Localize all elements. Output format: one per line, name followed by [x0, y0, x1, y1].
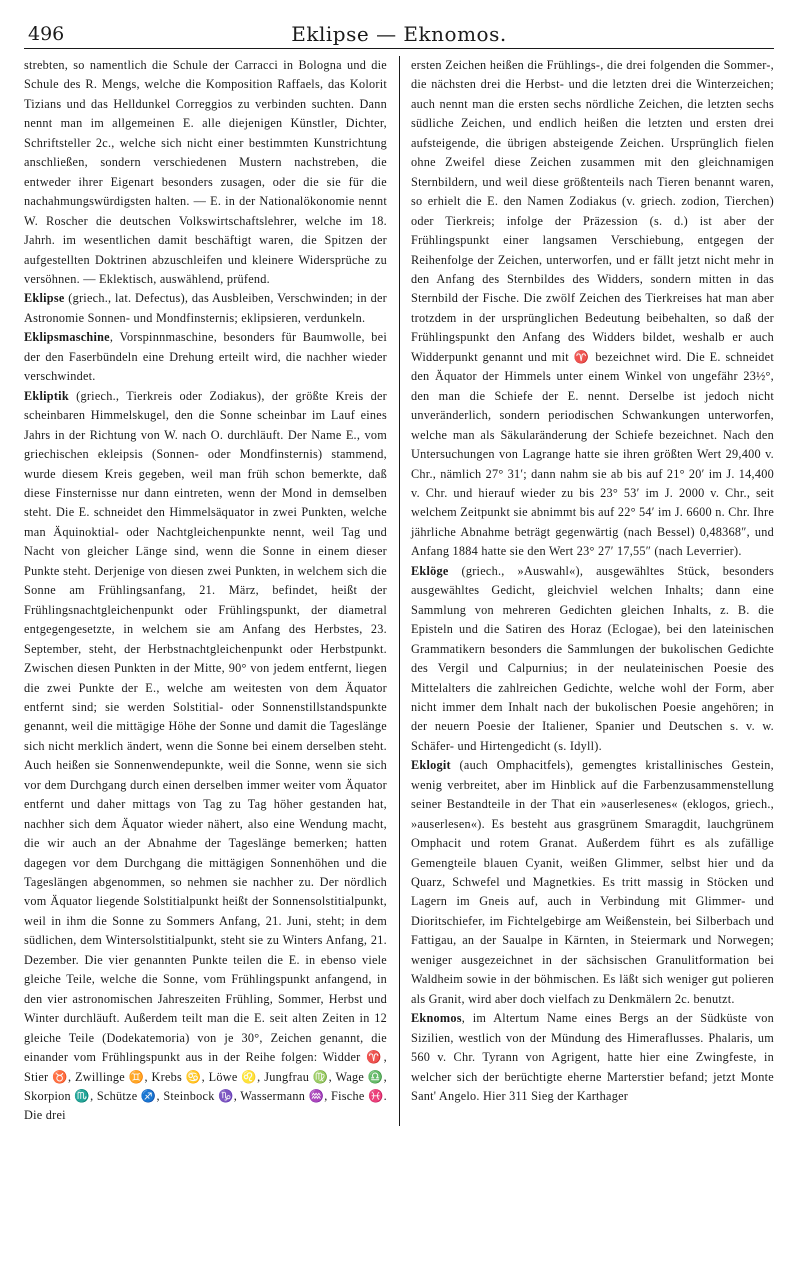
entry-eklipse: Eklipse (griech., lat. Defectus), das Ausbleiben, Verschwinden; in der Astronomie Sonnen- und Mondfinsternis; eklipsieren, verdunkeln.: [24, 291, 387, 325]
headword: Eklipsmaschine: [24, 330, 110, 345]
headword: Eklipse: [24, 291, 65, 306]
entry-ekliptik: Ekliptik (griech., Tierkreis oder Zodiakus), der größte Kreis der scheinbaren Himmelskugel, den die Sonne scheinbar im Lauf eines Jahrs in der Richtung von W. nach O. durchläuft. Der Name E., vom griechischen ekleipsis (Sonnen- oder Mondfinsternis) stammend, wurde diesem Kreis gegeben, weil man früh schon bemerkte, daß diese Finsternisse nur dann eintreten, wenn der Mond in demselben steht. Die E. schneidet den Himmelsäquator in zwei Punkten, welche man Äquinoktial- oder Nachtgleichenpunkte nennt, weil Tag und Nacht von gleicher Länge sind, wenn die Sonne in einem dieser Punkte steht. Derjenige von diesen zwei Punkten, in welchem sich die Sonne am Frühlingsanfang, 21. März, befindet, heißt der Frühlingsnachtgleichenpunkt oder Frühlingspunkt, der diametral entgegengesetzte, in welchem sie am Anfang des Herbstes, 23. September, steht, der Herbstnachtgleichenpunkt oder Herbstpunkt. Zwischen diesen Punkten in der Mitte, 90° von jedem entfernt, liegen die zwei Punkte der E., welche am weitesten von dem Äquator entfernt sind; sie werden Solstitial- oder Sonnenstillstandspunkte genannt, weil die mittägige Höhe der Sonne und damit die Tageslänge sich nicht merklich ändert, wenn die Sonne bei einem derselben steht. Auch heißen sie Sonnenwendepunkte, weil die Sonne, wenn sie sich vor dem Durchgang durch einen derselben immer weiter vom Äquator entfernt und daher mittags von Tag zu Tag höher gestanden hat, nachher sich dem Äquator wieder nähert, also eine Wendung macht, die wir auch an der Abnahme der Tageslänge bemerken; hatten dagegen vor dem Durchgang die mittägigen Sonnenhöhen und die Tageslängen abgenommen, so nehmen sie nachher zu. Der nördlich vom Äquator liegende Solstitialpunkt heißt der Sonnensolstitialpunkt, weil in ihm die Sonne zu Sommers Anfang, 21. Juni, steht; in dem südlichen, dem Wintersolstitialpunkt, steht sie zu Winters Anfang, 21. Dezember. Die vier genannten Punkte teilen die E. in ebenso viele gleiche Teile, welche die Sonne, vom Frühlingspunkt anfangend, in den vier astronomischen Jahreszeiten Frühling, Sommer, Herbst und Winter durchläuft. Außerdem teilt man die E. seit alten Zeiten in 12 gleiche Teile (Dodekatemoria) von je 30°, Zeichen genannt, die einander vom Frühlingspunkt aus in der Reihe folgen: Widder ♈, Stier ♉, Zwillinge ♊, Krebs ♋, Löwe ♌, Jungfrau ♍, Wage ♎, Skorpion ♏, Schütze ♐, Steinbock ♑, Wassermann ♒, Fische ♓. Die drei: [24, 388, 387, 1123]
entry-eklogit: Eklogit (auch Omphacitfels), gemengtes kristallinisches Gestein, wenig verbreitet, aber im Hinblick auf die Farbenzusammenstellung seiner Bestandteile in der That ein »auserlesenes« (eklogos, griech., »auserlesen«). Es besteht aus grasgrünem Smaragdit, lauchgrünem Omphacit und rotem Granat. Außerdem führt es als zufällige Gemengteile blauen Cyanit, weißen Glimmer, selbst hier und da Quarz, Schwefel und Magnetkies. Es tritt massig in Stöcken und Lagern im Gneis auf, auch in Verbindung mit Glimmer- und Dioritschiefer, im Fichtelgebirge am Weißenstein, bei Silberbach und Fattigau, an der Saualpe in Kärnten, in Steiermark und Norwegen; weniger ausgezeichnet in der sächsischen Granulitformation bei Waldheim sowie in der böhmischen. Es läßt sich weniger gut polieren als Granit, wird aber doch vielfach zu Denkmälern 2c. benutzt.: [411, 758, 774, 1006]
entry-eklektiker-continued: strebten, so namentlich die Schule der Carracci in Bologna und die Schule des R. Mengs, welche die Komposition Raffaels, das Kolorit Tizians und das Helldunkel Correggios zu verbinden suchten. Dann nennt man im allgemeinen E. alle diejenigen Künstler, Dichter, Schriftsteller 2c., welche sich nicht einer bestimmten Kunstrichtung anschließen, sondern verschiedenen Mustern nachstreben, die entweder ihrer Eigenart besonders zusagen, oder die sie für die nachahmungswürdigsten halten. — E. in der Nationalökonomie nennt W. Roscher die deutschen Volkswirtschaftslehrer, welche im 18. Jahrh. im wesentlichen damit beschäftigt waren, die Spitzen der aufgestellten Doktrinen abzuschleifen und kleinere Widersprüche zu versöhnen. — Eklektisch, auswählend, prüfend.: [24, 58, 387, 286]
entry-eknomos: Eknomos, im Altertum Name eines Bergs an der Südküste von Sizilien, westlich von der Mündung des Himeraflusses. Phalaris, um 560 v. Chr. Tyrann von Agrigent, hatte hier eine Zwingfeste, in welcher sich der berüchtigte eherne Marterstier befand; jetzt Monte Sant' Angelo. Hier 311 Sieg der Karthager: [411, 1011, 774, 1104]
left-column: [24, 56, 387, 1126]
entry-eklipsmaschine: Eklipsmaschine, Vorspinnmaschine, besonders für Baumwolle, bei der den Faserbündeln eine Drehung erteilt wird, die nachher wieder verschwindet.: [24, 330, 387, 384]
column-divider: [399, 56, 400, 1126]
entry-ekliptik-continued: ersten Zeichen heißen die Frühlings-, die drei folgenden die Sommer-, die nächsten drei die Herbst- und die letzten drei die Winterzeichen; auch nennt man die ersten sechs nördliche Zeichen, die letzten sechs südliche Zeichen, und endlich heißen die letzten und ersten drei aufsteigende, die übrigen absteigende Zeichen. Ursprünglich fielen ohne Zweifel diese Zeichen zusammen mit den gleichnamigen Sternbildern, und weil diese größtenteils nach Tieren benannt waren, so erhielt die E. den Namen Zodiakus (v. griech. zodion, Tierchen) oder Tierkreis; infolge der Präzession (s. d.) ist aber der Frühlingspunkt einer langsamen Verschiebung, entgegen der Reihenfolge der Zeichen, unterworfen, und er fällt jetzt nicht mehr in den Anfang des Sternbildes des Widders, sondern mitten in das Sternbild der Fische. Die zwölf Zeichen des Tierkreises hat man aber trotzdem in der ursprünglichen Bedeutung beibehalten, so daß der Frühlingspunkt den Anfang des Widders bildet, weshalb er auch Widderpunkt genannt und mit ♈ bezeichnet wird. Die E. schneidet den Äquator der Himmels unter einem Winkel von ungefähr 23½°, den man die Schiefe der E. nennt. Derselbe ist jedoch nicht unveränderlich, sondern periodischen Schwankungen unterworfen, welche man als Säkularänderung der Schiefe bezeichnet. Nach den Untersuchungen von Lagrange hatte sie ihren größten Wert 29,400 v. Chr., nämlich 27° 31′; dann nahm sie ab bis auf 21° 20′ im J. 14,400 v. Chr. und hierauf wieder zu bis 23° 53′ im J. 2000 v. Chr., seit welchem Zeitpunkt sie abnimmt bis auf 22° 54′ im J. 6600 n. Chr. Ihre jährliche Abnahme beträgt gegenwärtig (nach Bessel) 0,48368″, und Anfang 1884 hatte sie den Wert 23° 27′ 17,55″ (nach Leverrier).: [411, 58, 775, 559]
headword: Eklogit: [411, 758, 451, 773]
text-columns: [24, 56, 774, 1126]
headword: Ekliptik: [24, 388, 69, 403]
page-number: 496: [28, 23, 65, 45]
entry-ekloge: Eklöge (griech., »Auswahl«), ausgewähltes Stück, besonders ausgewähltes Gedicht, gleichviel welchen Inhalts; dann eine Sammlung von mehreren Gedichten gleichen Inhalts, z. B. die Episteln und die Satiren des Horaz (Eclogae), bei den lateinischen Grammatikern besonders die Sammlungen der bukolischen Gedichte des Vergil und Calpurnius; in der neulateinischen Poesie des Mittelalters die zahlreichen Gedichte, welche wohl der Form, aber nicht immer dem Inhalt nach der bukolischen Poesie angehören; in der neuern Poesie der Italiener, Spanier und Deutschen s. v. w. Schäfer- und Hirtengedicht (s. Idyll).: [411, 563, 774, 753]
headword: Eklöge: [411, 563, 449, 578]
page-title: Eklipse — Eknomos.: [291, 22, 507, 46]
headword: Eknomos: [411, 1011, 462, 1026]
right-column: [411, 56, 774, 1126]
running-head: [24, 18, 774, 49]
